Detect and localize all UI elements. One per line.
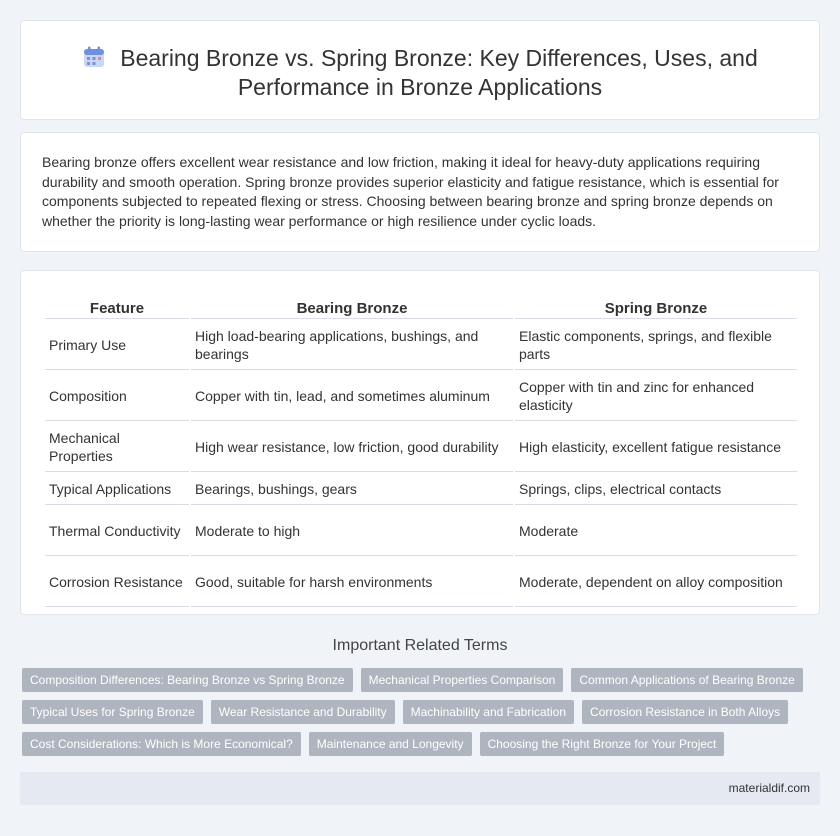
header-bearing-bronze: Bearing Bronze: [191, 295, 513, 319]
table-header-row: [45, 295, 797, 319]
bearing-bronze-cell: High load-bearing applications, bushings, and bearings: [191, 321, 513, 370]
table-row: [45, 507, 797, 556]
spring-bronze-cell: Copper with tin and zinc for enhanced elasticity: [515, 372, 797, 421]
feature-cell: Primary Use: [45, 321, 189, 370]
tag-row: [22, 668, 822, 692]
feature-cell: Typical Applications: [45, 474, 189, 505]
table-row: [45, 558, 797, 607]
table-row: [45, 321, 797, 370]
related-term-tag[interactable]: Machinability and Fabrication: [403, 700, 574, 724]
tag-row: [22, 700, 822, 724]
spring-bronze-cell: High elasticity, excellent fatigue resistance: [515, 423, 797, 472]
header-feature: Feature: [45, 295, 189, 319]
bearing-bronze-cell: Moderate to high: [191, 507, 513, 556]
feature-cell: Composition: [45, 372, 189, 421]
page-title: [61, 44, 779, 102]
bearing-bronze-cell: Bearings, bushings, gears: [191, 474, 513, 505]
spring-bronze-cell: Moderate, dependent on alloy composition: [515, 558, 797, 607]
footer: [20, 772, 820, 805]
related-term-tag[interactable]: Composition Differences: Bearing Bronze vs Spring Bronze: [22, 668, 353, 692]
header-spring-bronze: Spring Bronze: [515, 295, 797, 319]
title-card: [20, 20, 820, 120]
spring-bronze-cell: Elastic components, springs, and flexible parts: [515, 321, 797, 370]
related-term-tag[interactable]: Cost Considerations: Which is More Economical?: [22, 732, 301, 756]
related-term-tag[interactable]: Corrosion Resistance in Both Alloys: [582, 700, 788, 724]
bearing-bronze-cell: Good, suitable for harsh environments: [191, 558, 513, 607]
feature-cell: Corrosion Resistance: [45, 558, 189, 607]
spring-bronze-cell: Springs, clips, electrical contacts: [515, 474, 797, 505]
feature-cell: Mechanical Properties: [45, 423, 189, 472]
related-term-tag[interactable]: Maintenance and Longevity: [309, 732, 472, 756]
intro-card: [20, 132, 820, 252]
related-term-tag[interactable]: Choosing the Right Bronze for Your Project: [480, 732, 725, 756]
related-term-tag[interactable]: Common Applications of Bearing Bronze: [571, 668, 802, 692]
bearing-bronze-cell: Copper with tin, lead, and sometimes aluminum: [191, 372, 513, 421]
related-term-tag[interactable]: Mechanical Properties Comparison: [361, 668, 564, 692]
tag-row: [22, 732, 822, 756]
bearing-bronze-cell: High wear resistance, low friction, good durability: [191, 423, 513, 472]
comparison-table-card: [20, 270, 820, 615]
related-terms-title: Important Related Terms: [332, 637, 508, 654]
table-row: [45, 474, 797, 505]
comparison-table: [43, 293, 799, 609]
footer-site-link[interactable]: materialdif.com: [728, 781, 810, 795]
related-term-tag[interactable]: Typical Uses for Spring Bronze: [22, 700, 203, 724]
related-term-tag[interactable]: Wear Resistance and Durability: [211, 700, 395, 724]
feature-cell: Thermal Conductivity: [45, 507, 189, 556]
calendar-icon: [82, 45, 106, 69]
table-row: [45, 372, 797, 421]
title-text: Bearing Bronze vs. Spring Bronze: Key Differences, Uses, and Performance in Bronze Applications: [120, 45, 758, 100]
table-row: [45, 423, 797, 472]
spring-bronze-cell: Moderate: [515, 507, 797, 556]
related-terms-tags: [22, 668, 822, 764]
intro-paragraph: Bearing bronze offers excellent wear resistance and low friction, making it ideal for heavy-duty applications requiring durability and smooth operation. Spring bronze provides superior elasticity and fatigue resistance, which is essential for components subjected to repeated flexing or stress. Choosing between bearing bronze and spring bronze depends on whether the priority is long-lasting wear performance or high resilience under cyclic loads.: [42, 154, 779, 229]
